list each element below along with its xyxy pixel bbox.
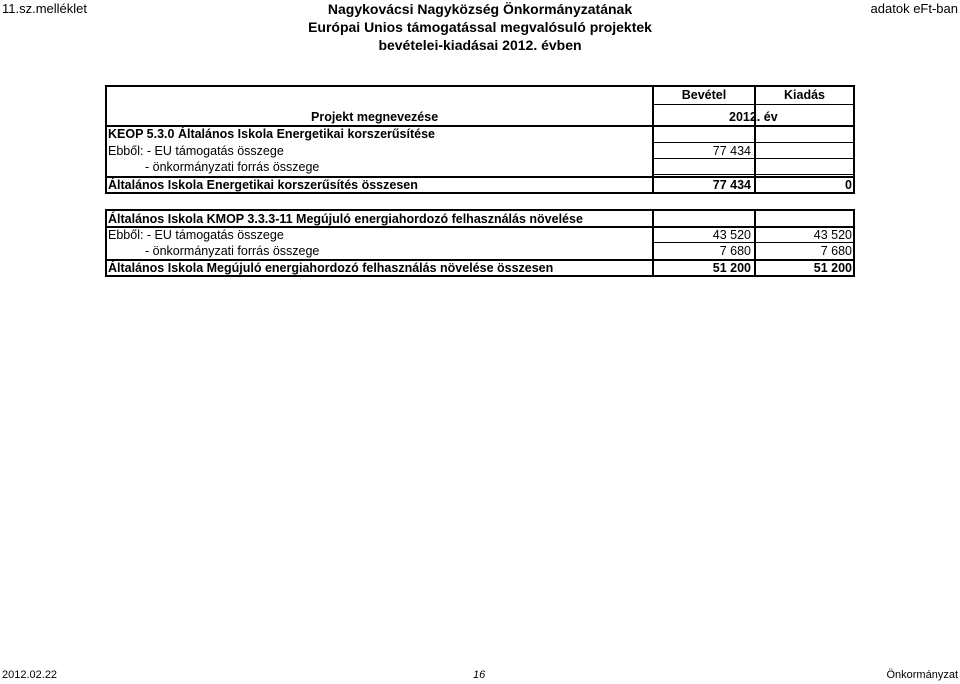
income-header: Bevétel	[681, 88, 727, 102]
footer-owner: Önkormányzat	[886, 669, 958, 681]
total-expense: 51 200	[813, 261, 852, 275]
row-label: Ebből: - EU támogatás összege	[108, 228, 284, 242]
row-label: - önkormányzati forrás összege	[145, 160, 320, 174]
total-label: Általános Iskola Energetikai korszerűsítés összesen	[108, 178, 418, 192]
row-divider	[652, 174, 855, 175]
page-title-line-3: bevételei-kiadásai 2012. évben	[378, 37, 582, 53]
section-title: Általános Iskola KMOP 3.3.3-11 Megújuló energiahordozó felhasználás növelése	[108, 212, 583, 226]
unit-note: adatok eFt-ban	[870, 1, 958, 16]
expense-header: Kiadás	[784, 88, 825, 102]
row-label: Ebből: - EU támogatás összege	[108, 144, 284, 158]
header-divider	[652, 104, 855, 105]
row-income: 77 434	[712, 144, 751, 158]
row-income: 7 680	[719, 244, 751, 258]
footer-date: 2012.02.22	[2, 669, 58, 681]
page-number: 16	[473, 669, 486, 681]
total-income: 77 434	[712, 178, 751, 192]
section-title: KEOP 5.3.0 Általános Iskola Energetikai korszerűsítése	[108, 127, 436, 141]
column-divider	[754, 209, 756, 277]
page-title-line-2: Európai Unios támogatással megvalósuló projektek	[308, 19, 652, 35]
total-expense: 0	[845, 178, 852, 192]
row-label: - önkormányzati forrás összege	[145, 244, 320, 258]
column-divider	[652, 209, 654, 277]
row-expense: 43 520	[813, 228, 852, 242]
page-title-line-1: Nagykovácsi Nagyközség Önkormányzatának	[327, 1, 633, 17]
row-expense: 7 680	[820, 244, 852, 258]
total-label: Általános Iskola Megújuló energiahordozó felhasználás növelése összesen	[108, 261, 554, 275]
total-income: 51 200	[712, 261, 751, 275]
row-income: 43 520	[712, 228, 751, 242]
attachment-number: 11.sz.melléklet	[2, 1, 88, 16]
year-header: 2012. év	[729, 110, 778, 124]
project-name-header: Projekt megnevezése	[311, 110, 439, 124]
